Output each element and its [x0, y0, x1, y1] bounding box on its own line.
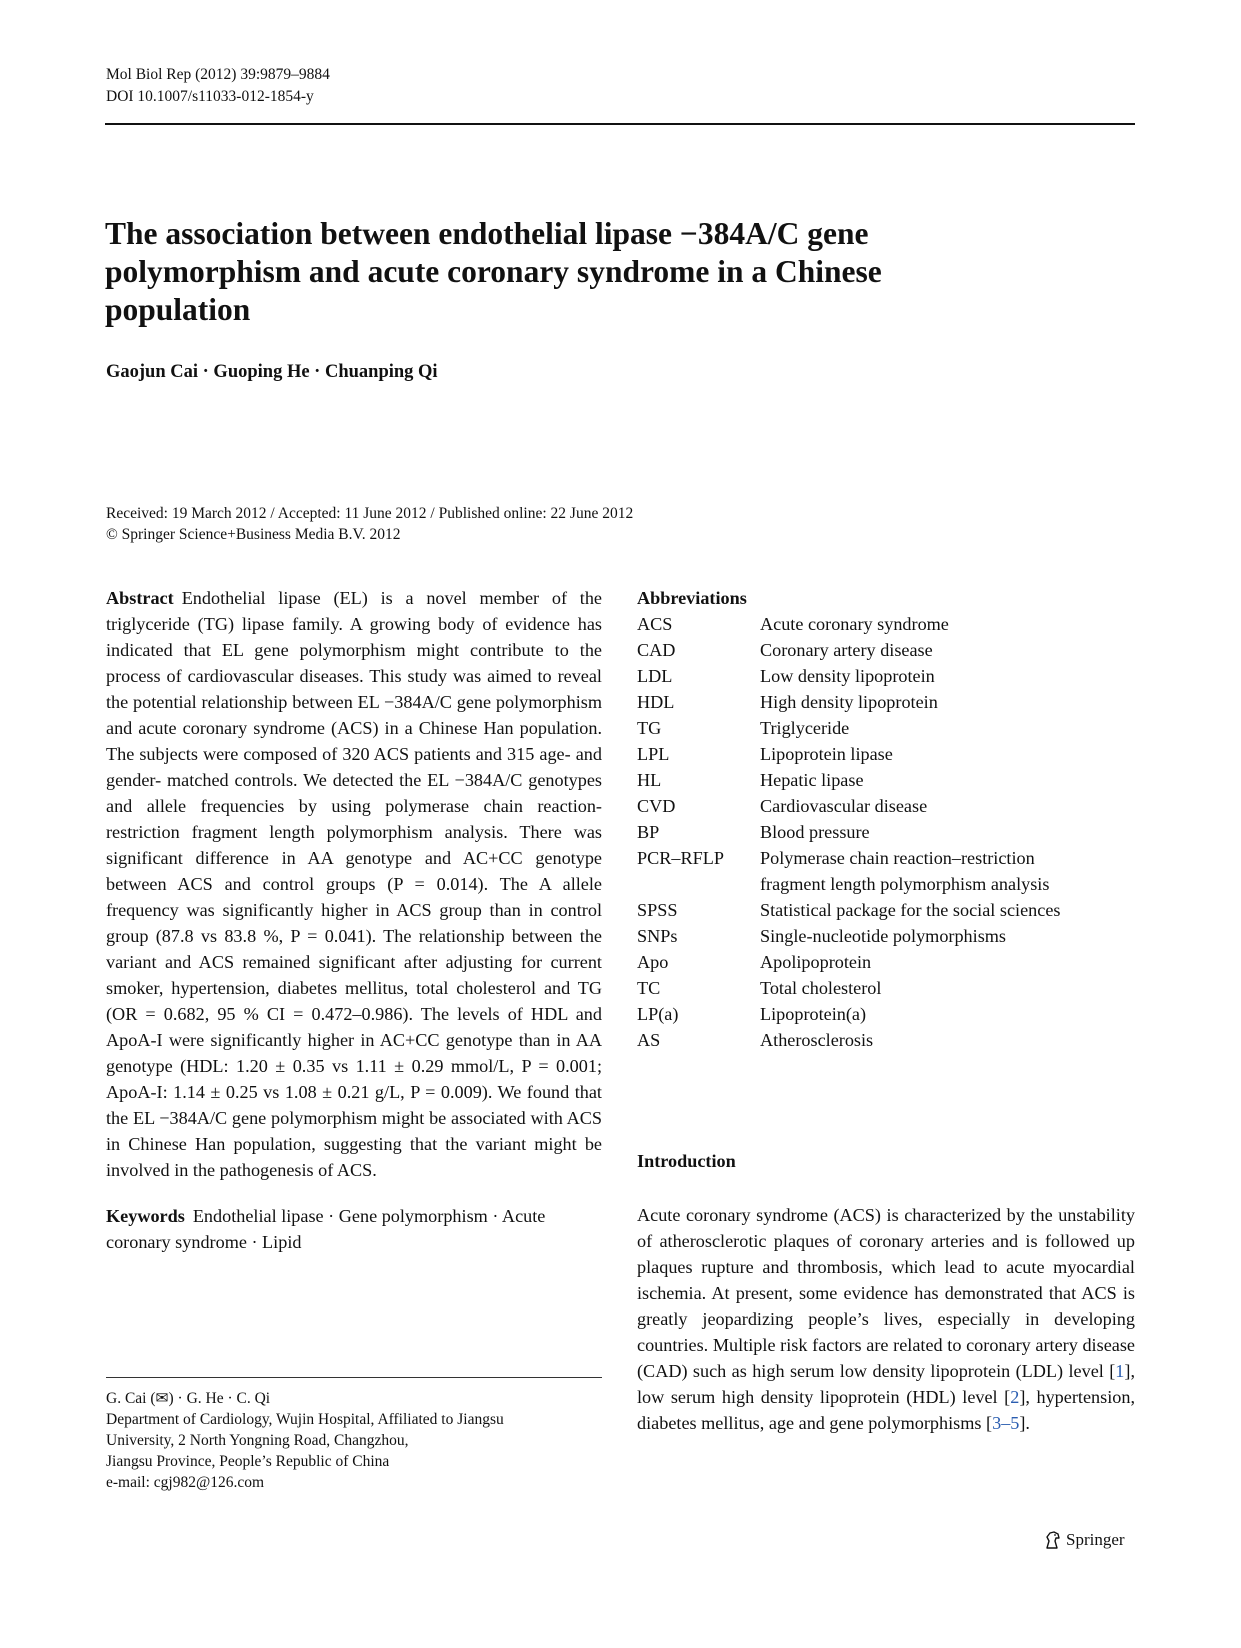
abbr-definition: Atherosclerosis [760, 1030, 874, 1050]
abbr-definition: Lipoprotein(a) [760, 1004, 867, 1024]
abbr-term: LPL [637, 744, 670, 764]
abbr-definition: Coronary artery disease [760, 640, 933, 660]
header-rule [105, 123, 1135, 125]
article-title [105, 215, 1065, 329]
abbr-definition: fragment length polymorphism analysis [760, 874, 1050, 894]
abbr-term: TC [637, 978, 661, 998]
abbreviation-row [637, 845, 1060, 871]
springer-horse-icon [1043, 1530, 1063, 1550]
publisher-logo [1043, 1530, 1125, 1550]
abbreviation-row [637, 793, 1060, 819]
keywords [106, 1203, 602, 1255]
right-column [637, 585, 1135, 1053]
abbr-term: CAD [637, 640, 676, 660]
abbr-definition: Apolipoprotein [760, 952, 872, 972]
abbr-term: SNPs [637, 926, 678, 946]
abstract-text: Endothelial lipase (EL) is a novel member of the triglyceride (TG) lipase family. A growing body of evidence has indicated that EL gene polymorphism might contribute to the process of cardiovascular diseases. This study was aimed to reveal the potential relationship between EL −384A/C gene polymorphism and acute coronary syndrome (ACS) in a Chinese Han population. The subjects were composed of 320 ACS patients and 315 age- and gender- matched controls. We detected the EL −384A/C genotypes and allele frequencies by using polymerase chain reaction-restriction fragment length polymorphism analysis. There was significant difference in AA genotype and AC+CC genotype between ACS and control groups (P = 0.014). The A allele frequency was significantly higher in ACS group than in control group (87.8 vs 83.8 %, P = 0.041). The relationship between the variant and ACS remained significant after adjusting for current smoker, hypertension, diabetes mellitus, total cholesterol and TG (OR = 0.682, 95 % CI = 0.472–0.986). The levels of HDL and ApoA-I were significantly higher in AC+CC genotype than in AA genotype (HDL: 1.20 ± 0.35 vs 1.11 ± 0.29 mmol/L, P = 0.001; ApoA-I: 1.14 ± 0.25 vs 1.08 ± 0.21 g/L, P = 0.009). We found that the EL −384A/C gene polymorphism might be associated with ACS in Chinese Han population, suggesting that the variant might be involved in the pathogenesis of ACS. [106, 588, 602, 1180]
affiliation-authors: G. Cai (✉) · G. He · C. Qi [106, 1390, 271, 1407]
abbr-term: TG [637, 718, 662, 738]
abbreviation-row [637, 741, 1060, 767]
title-line: population [105, 292, 251, 327]
abbr-definition: Triglyceride [760, 718, 850, 738]
publisher-name: Springer [1066, 1530, 1125, 1549]
journal-citation: Mol Biol Rep (2012) 39:9879–9884 [106, 66, 330, 83]
abbr-definition: Lipoprotein lipase [760, 744, 893, 764]
abbr-definition: Total cholesterol [760, 978, 882, 998]
abbreviation-row [637, 637, 1060, 663]
publication-dates [106, 503, 633, 545]
intro-text: ], low serum high density lipoprotein (HDL) level [ [637, 1361, 1135, 1407]
abbr-definition: Polymerase chain reaction–restriction [760, 848, 1035, 868]
abstract [106, 585, 602, 1183]
abbr-definition: Cardiovascular disease [760, 796, 928, 816]
affiliation-line: University, 2 North Yongning Road, Changzhou, [106, 1432, 409, 1449]
keywords-label: Keywords [106, 1206, 185, 1226]
reference-link[interactable]: 2 [1010, 1387, 1020, 1407]
abbr-term: LP(a) [637, 1004, 679, 1024]
abbr-definition: Acute coronary syndrome [760, 614, 949, 634]
footnote-separator [106, 1377, 602, 1378]
intro-text: ]. [1019, 1413, 1030, 1433]
abbr-definition: High density lipoprotein [760, 692, 938, 712]
introduction-heading: Introduction [637, 1151, 736, 1171]
abbreviations-table [637, 611, 1060, 1053]
email-line: e-mail: cgj982@126.com [106, 1474, 265, 1491]
left-column [106, 585, 602, 1255]
abbreviation-row [637, 1027, 1060, 1053]
abbr-term: AS [637, 1030, 661, 1050]
introduction-paragraph [637, 1202, 1135, 1436]
reference-link[interactable]: 1 [1115, 1361, 1125, 1381]
abbr-term: SPSS [637, 900, 678, 920]
abbreviation-row [637, 975, 1060, 1001]
abbreviation-row [637, 663, 1060, 689]
abbr-definition: Statistical package for the social sciences [760, 900, 1061, 920]
intro-text: Acute coronary syndrome (ACS) is characterized by the unstability of atherosclerotic plaques of coronary arteries and is followed up plaques rupture and thrombosis, which lead to acute myocardial ischemia. At present, some evidence has demonstrated that ACS is greatly jeopardizing people’s lives, especially in developing countries. Multiple risk factors are related to coronary artery disease (CAD) such as high serum low density lipoprotein (LDL) level [ [637, 1205, 1135, 1381]
abbreviation-row [637, 689, 1060, 715]
affiliation-line: Department of Cardiology, Wujin Hospital, Affiliated to Jiangsu [106, 1411, 504, 1428]
copyright: © Springer Science+Business Media B.V. 2012 [106, 526, 401, 543]
affiliation [106, 1388, 606, 1493]
abbr-term: BP [637, 822, 660, 842]
abbreviation-row [637, 897, 1060, 923]
abbr-definition: Low density lipoprotein [760, 666, 935, 686]
abbreviation-row [637, 923, 1060, 949]
title-line: The association between endothelial lipase −384A/C gene [105, 216, 869, 251]
intro-text: ], hypertension, diabetes mellitus, age and gene polymorphisms [ [637, 1387, 1135, 1433]
history-dates: Received: 19 March 2012 / Accepted: 11 June 2012 / Published online: 22 June 2012 [106, 505, 634, 522]
abbreviation-row [637, 767, 1060, 793]
abbr-term [637, 871, 760, 897]
doi: DOI 10.1007/s11033-012-1854-y [106, 88, 314, 105]
title-line: polymorphism and acute coronary syndrome in a Chinese [105, 254, 882, 289]
journal-header [106, 64, 330, 108]
abbreviation-row [637, 819, 1060, 845]
reference-link[interactable]: 3–5 [992, 1413, 1020, 1433]
author-list: Gaojun Cai · Guoping He · Chuanping Qi [106, 362, 438, 382]
abbr-term: HL [637, 770, 662, 790]
abbreviation-row [637, 949, 1060, 975]
abbr-term: Apo [637, 952, 669, 972]
abbr-term: HDL [637, 692, 675, 712]
affiliation-line: Jiangsu Province, People’s Republic of China [106, 1453, 390, 1470]
abbr-term: PCR–RFLP [637, 848, 724, 868]
abbr-term: ACS [637, 614, 673, 634]
abbreviations-heading: Abbreviations [637, 588, 747, 608]
abbr-term: LDL [637, 666, 673, 686]
abbreviation-row [637, 715, 1060, 741]
abbreviation-row [637, 871, 1060, 897]
abbr-definition: Single-nucleotide polymorphisms [760, 926, 1007, 946]
abbr-definition: Hepatic lipase [760, 770, 864, 790]
abbr-term: CVD [637, 796, 676, 816]
keywords-text: Endothelial lipase · Gene polymorphism · Acute coronary syndrome · Lipid [106, 1206, 546, 1252]
abstract-label: Abstract [106, 588, 174, 608]
abbr-definition: Blood pressure [760, 822, 870, 842]
abbreviation-row [637, 611, 1060, 637]
abbreviation-row [637, 1001, 1060, 1027]
